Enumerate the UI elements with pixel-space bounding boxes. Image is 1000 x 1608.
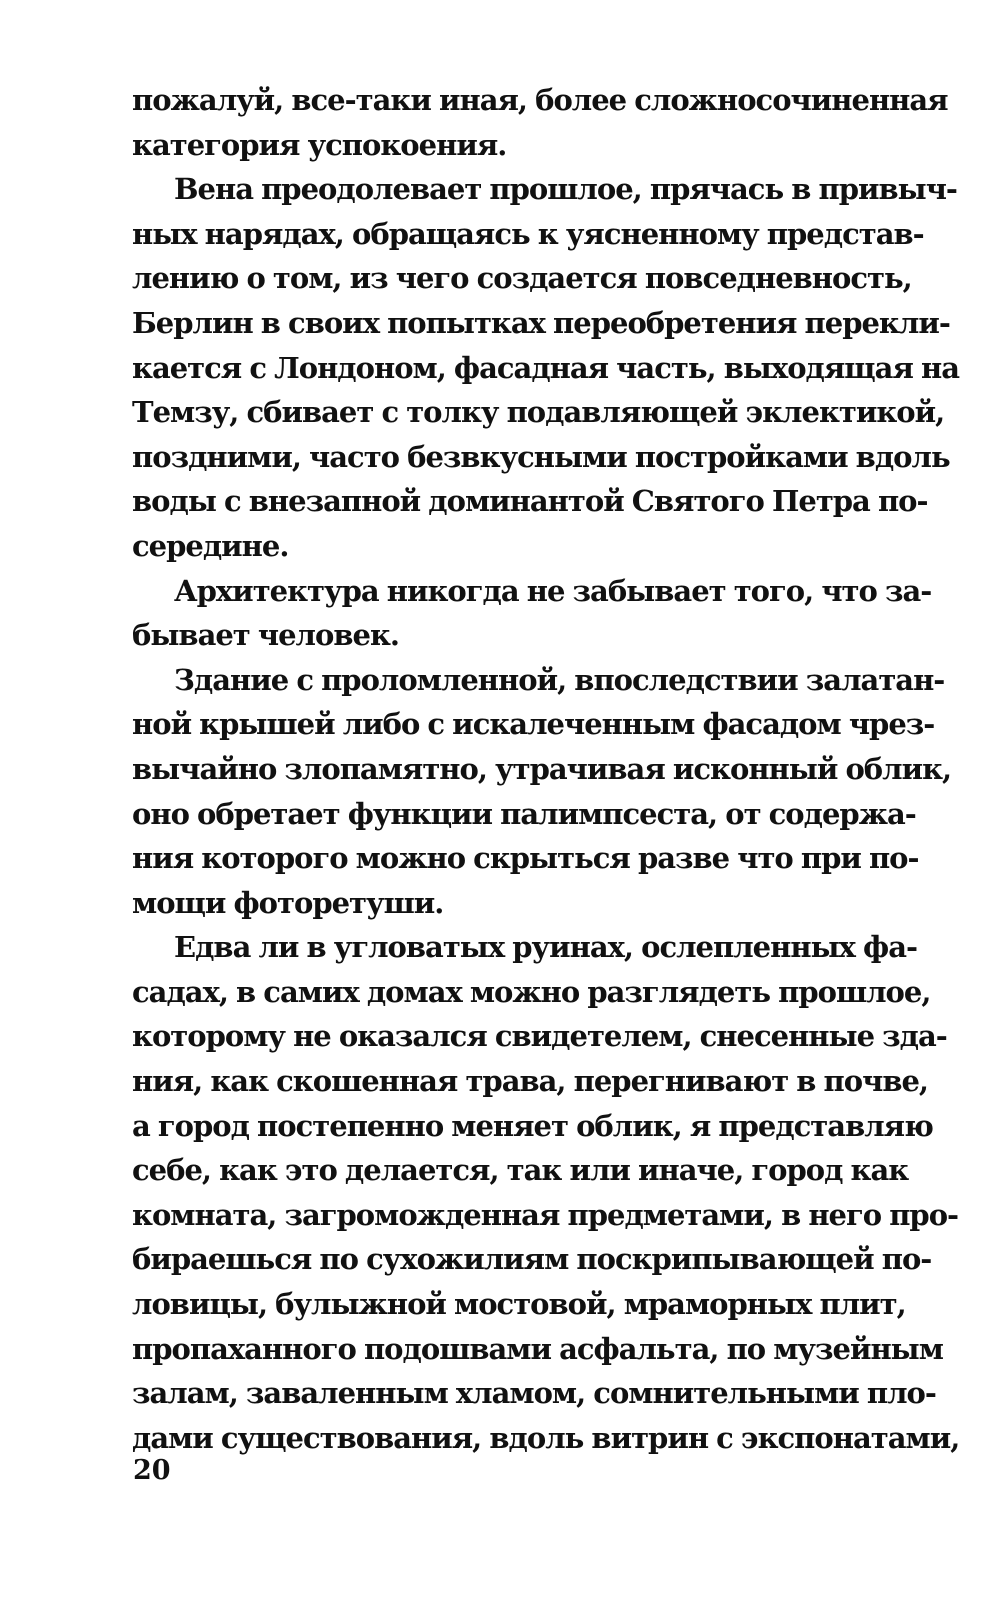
text-line: Едва ли в угловатых руинах, ослепленных фа- — [174, 930, 918, 965]
text-line: ных нарядах, обращаясь к уясненному представ- — [132, 216, 924, 251]
paragraph — [132, 925, 960, 1460]
paragraph — [132, 78, 948, 167]
page-number: 20 — [133, 1455, 171, 1486]
text-line: залам, заваленным хламом, сомнительными пло- — [132, 1376, 936, 1411]
text-line: Архитектура никогда не забывает того, что за- — [174, 573, 932, 608]
text-line: Здание с проломленной, впоследствии залатан- — [174, 662, 945, 697]
text-line: категория успокоения. — [132, 127, 507, 162]
text-line: воды с внезапной доминантой Святого Петра по- — [132, 484, 928, 519]
text-line: оно обретает функции палимпсеста, от содержа- — [132, 796, 916, 831]
text-line: бывает человек. — [132, 618, 399, 653]
text-line: пожалуй, все-таки иная, более сложносочиненная — [132, 83, 948, 117]
text-line: себе, как это делается, так или иначе, город как — [132, 1153, 909, 1188]
text-line: дами существования, вдоль витрин с экспонатами, — [132, 1420, 960, 1455]
text-line: садах, в самих домах можно разглядеть прошлое, — [132, 974, 931, 1009]
text-line: лению о том, из чего создается повседневность, — [132, 261, 912, 296]
text-line: Берлин в своих попытках переобретения перекли- — [132, 305, 950, 340]
text-line: а город постепенно меняет облик, я представляю — [132, 1108, 933, 1143]
text-line: вычайно злопамятно, утрачивая исконный облик, — [132, 751, 952, 786]
body-text — [132, 78, 960, 1460]
text-line: ния, как скошенная трава, перегнивают в почве, — [132, 1064, 929, 1099]
paragraph — [132, 569, 932, 658]
paragraph — [132, 658, 952, 926]
text-line: которому не оказался свидетелем, снесенные зда- — [132, 1019, 947, 1054]
text-line: середине. — [132, 528, 289, 563]
text-line: кается с Лондоном, фасадная часть, выходящая на — [132, 350, 960, 385]
text-line: ния которого можно скрыться разве что при по- — [132, 841, 919, 876]
text-line: комната, загроможденная предметами, в него про- — [132, 1197, 959, 1232]
paragraph — [132, 167, 960, 568]
text-line: поздними, часто безвкусными постройками вдоль — [132, 439, 950, 474]
text-line: ной крышей либо с искалеченным фасадом чрез- — [132, 707, 935, 742]
text-line: Вена преодолевает прошлое, прячась в привыч- — [174, 172, 957, 207]
text-line: ловицы, булыжной мостовой, мраморных плит, — [132, 1287, 906, 1322]
text-line: бираешься по сухожилиям поскрипывающей по- — [132, 1242, 932, 1277]
text-line: пропаханного подошвами асфальта, по музейным — [132, 1331, 943, 1366]
text-line: мощи фоторетуши. — [132, 885, 444, 920]
text-line: Темзу, сбивает с толку подавляющей эклектикой, — [132, 395, 945, 430]
